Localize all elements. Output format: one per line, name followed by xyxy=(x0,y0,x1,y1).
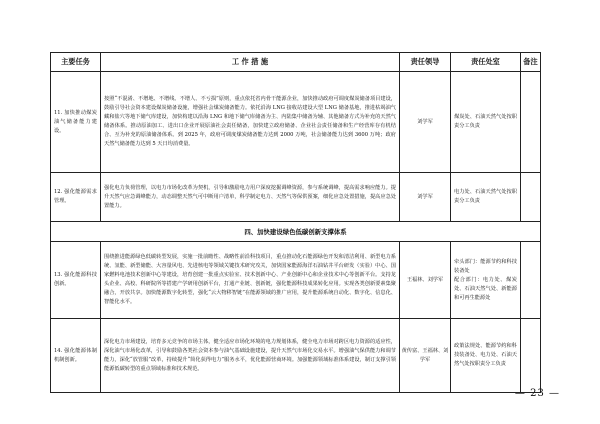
measures-cell: 按照“不混淆、不增地、不增线、不增人、不亏损”原则，重点依托省内骨干能源企业，加快推动政府可调度煤炭储备项目建设，鼓励引导社会资本建设煤炭储备设施，增强社会煤炭储备能力。依托沿海 LNG 接收站建设大型 LNG 储备基地，推进枯竭油气藏和盐穴等地下储气库建设，加快构建以沿海 LNG 和地下储气库储备为主、内陆集中储备为辅、其他储备方式为补充的天然气储备体系。推动原油加工、进出口企业开展原油社会责任储备，加快建立政府储备、企业社会责任储备和生产经营库存有机结合、互为补充的原油储备体系。到 2025 年，政府可调度煤炭储备能力达到 2000 万吨，社会储备能力达到 3600 万吨；政府天然气储备能力达到 5 天日均消费量。 xyxy=(104,96,396,147)
task-cell: 14. 强化能源体制机制创新。 xyxy=(54,347,97,363)
task-table xyxy=(50,52,541,393)
section-heading: 四、加快建设绿色低碳创新支撑体系 xyxy=(51,222,541,242)
measures-cell: 强化电力负荷管理，以电力市场化改革为契机，引导和激励电力用户深度挖掘调峰资源，参与系统调峰，提高需求响应能力。提升天然气应急调峰能力，动态调整天然气可中断用户清单，科学制定电力、天然气等保供预案，细化应急处置措施，提高应急处置能力。 xyxy=(104,184,396,209)
leader-cell: 刘学军 xyxy=(417,118,433,125)
remark-cell xyxy=(521,354,540,358)
remark-cell xyxy=(521,278,540,282)
task-cell: 13. 强化能源科技创新。 xyxy=(54,272,97,287)
leader-cell: 黄传富、王福林、刘学军 xyxy=(401,347,449,363)
remark-cell xyxy=(521,120,540,124)
office-cell: 电力处、石油天然气处按职责分工负责 xyxy=(454,189,517,204)
header-task: 主要任务 xyxy=(51,53,101,72)
task-cell: 12. 强化能源需求管理。 xyxy=(54,189,97,204)
table-row xyxy=(51,319,541,393)
measures-cell: 深化电力市场建设，培育多元竞争的市场主体，健全适应市场化环境的电力规划体系，健全电力市场对跨区电力资源的适应性，深化油气市场化改革，引导和鼓励各类社会资本参与油气基础设施建设，提升天然气市场化交易水平。增强油气保供能力和调节能力，深化“放管服”改革，持续提升“简化获得电力”服务水平，优化能源营商环境。加强能源领域标准体系建设，制订支撑引领能源低碳转型的重点领域标准和技术规范。 xyxy=(104,338,396,372)
header-office: 责任处室 xyxy=(451,53,521,72)
page-number: — 23 — xyxy=(514,388,560,399)
table-row xyxy=(51,72,541,173)
table-row xyxy=(51,173,541,222)
header-leader: 责任领导 xyxy=(400,53,451,72)
table-header-row xyxy=(51,53,541,72)
header-remark: 备注 xyxy=(521,53,541,72)
office-cell: 政策法规处、能源节约和科技装备处、电力处、石油天然气处按职责分工负责 xyxy=(454,343,517,367)
leader-cell: 王福林、刘学军 xyxy=(406,276,444,283)
office-cell: 牵头部门：能源节约和科技装备处 配合部门：电力处、煤炭处、石油天然气处、新能源和可再生能源处 xyxy=(454,258,517,301)
remark-cell xyxy=(521,195,540,199)
measures-cell: 围绕推进能源绿色低碳转型发展，实施一批前瞻性、战略性前沿科技项目，重点推动化石能源绿色开发和清洁利用、新型电力系统、氢能、新型储能、大容量风电、先进核电等领域关键技术研究攻关，加快国家能源海洋石油钻井平台研发（实验）中心、国家燃料电池技术创新中心等建设，培育创建一批重点实验室、技术创新中心、产业创新中心和企业技术中心等创新平台。支持龙头企业、高校、科研院所等搭建产学研用创新平台，打通产业链、创新链，强化能源科技成果转化应用。实现各类创新要素集聚融合，开放共享。加快能源数字化转型，强化“云大物移智链”在能源领域的推广应用，提升能源系统自动化、数字化、信息化、智能化水平。 xyxy=(104,254,396,305)
task-cell: 11. 加快推动煤炭油气储备能力建设。 xyxy=(54,109,97,134)
section-heading-row xyxy=(51,222,541,242)
header-measures: 工 作 措 施 xyxy=(101,53,400,72)
leader-cell: 刘学军 xyxy=(417,193,433,200)
table-row xyxy=(51,242,541,319)
office-cell: 煤炭处、石油天然气处按职责分工负责 xyxy=(454,114,517,129)
